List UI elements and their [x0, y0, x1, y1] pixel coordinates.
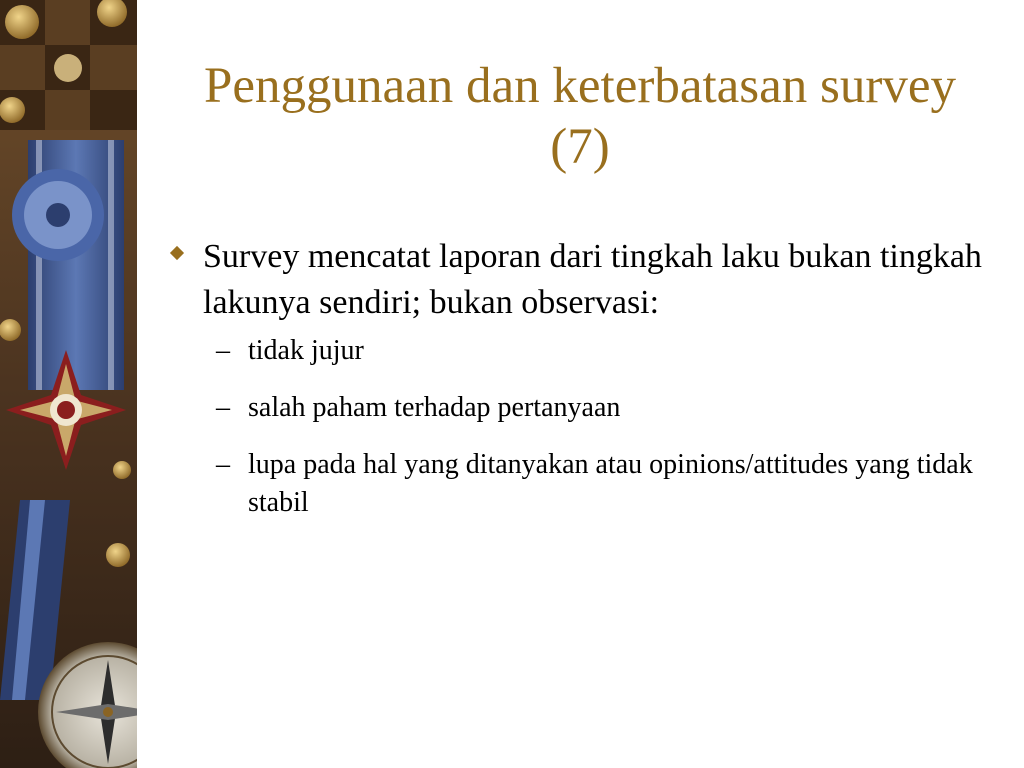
sub-bullet-item — [170, 389, 990, 427]
sub-bullet-text: lupa pada hal yang ditanyakan atau opinions/attitudes yang tidak stabil — [248, 449, 973, 518]
slide-title: Penggunaan dan keterbatasan survey (7) — [204, 58, 956, 175]
sub-bullet-item — [170, 446, 990, 522]
dash-marker: – — [216, 335, 230, 366]
diamond-bullet-icon — [170, 246, 184, 260]
sub-bullet-text: salah paham terhadap pertanyaan — [248, 392, 621, 423]
sub-bullet-item — [170, 332, 990, 370]
bullet-item — [170, 234, 990, 326]
bullet-text: Survey mencatat laporan dari tingkah laku bukan tingkah lakunya sendiri; bukan observasi: — [203, 238, 982, 321]
decorative-medals-image — [0, 0, 137, 768]
dash-marker: – — [216, 449, 230, 480]
slide-content — [170, 234, 990, 541]
dash-marker: – — [216, 392, 230, 423]
sub-bullet-text: tidak jujur — [248, 335, 364, 366]
sub-bullet-list — [170, 332, 990, 522]
